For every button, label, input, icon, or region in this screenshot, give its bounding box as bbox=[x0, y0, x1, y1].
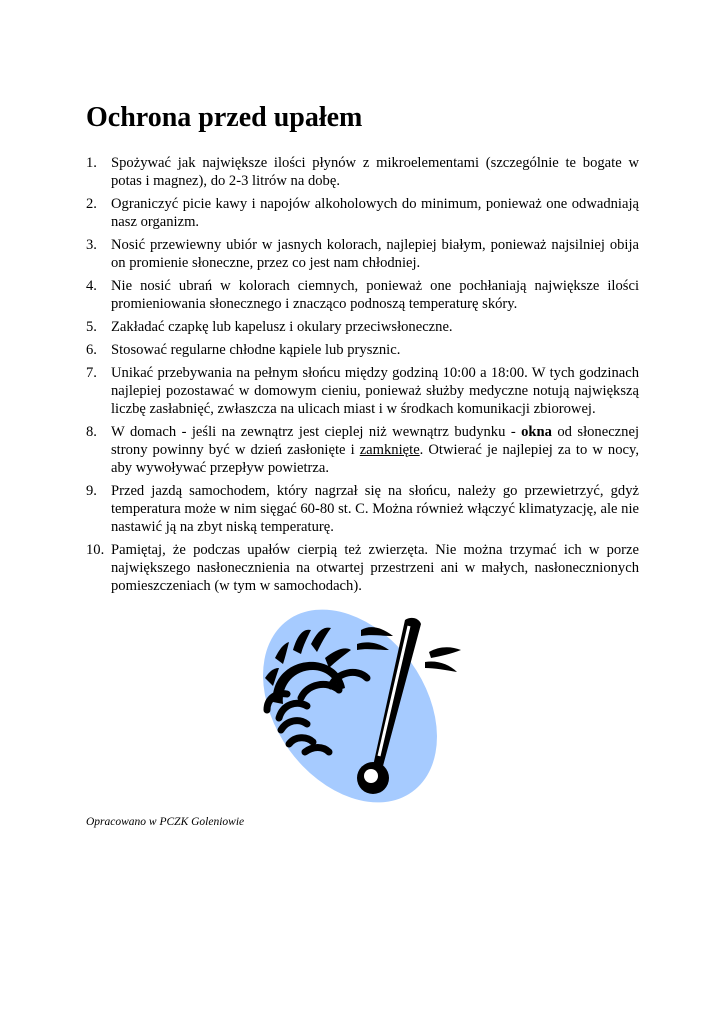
sun-cloud-thermometer-icon bbox=[253, 606, 473, 806]
tips-list bbox=[86, 154, 639, 600]
list-item bbox=[86, 364, 639, 418]
item-number: 6. bbox=[86, 342, 97, 358]
list-item bbox=[86, 541, 639, 595]
item-text: Przed jazdą samochodem, który nagrzał się na słońcu, należy go przewietrzyć, gdyż temperatura może w nim sięgać 60-80 st. C. Można również włączyć klimatyzację, ale nie nastawić ją na zbyt niską temperaturę. bbox=[111, 483, 639, 535]
list-item bbox=[86, 341, 639, 359]
list-item bbox=[86, 154, 639, 190]
item-text: Nie nosić ubrań w kolorach ciemnych, ponieważ one pochłaniają największe ilości promieniowania słonecznego i znacząco podnoszą temperaturę skóry. bbox=[111, 278, 639, 312]
item-number: 10. bbox=[86, 542, 105, 558]
list-item bbox=[86, 318, 639, 336]
item-text: Unikać przebywania na pełnym słońcu między godziną 10:00 a 18:00. W tych godzinach najlepiej pozostawać w domowym cieniu, ponieważ służby medyczne notują największą liczbę zasłabnięć, zwłaszcza na ulicach miast i w środkach komunikacji zbiorowej. bbox=[111, 365, 639, 417]
item-number: 2. bbox=[86, 196, 97, 212]
item-number: 9. bbox=[86, 483, 97, 499]
item-number: 4. bbox=[86, 278, 97, 294]
item-number: 1. bbox=[86, 155, 97, 171]
item-text: Nosić przewiewny ubiór w jasnych kolorach, najlepiej białym, ponieważ najsilniej obija on promienie słoneczne, przez co jest nam chłodniej. bbox=[111, 237, 639, 271]
item-number: 3. bbox=[86, 237, 97, 253]
item-text-part: W domach - jeśli na zewnątrz jest cieplej niż wewnątrz budynku - bbox=[111, 424, 522, 440]
item-text-part: od słonecznej strony powinny być w dzień zasłonięte i bbox=[111, 424, 639, 458]
item-number: 8. bbox=[86, 424, 97, 440]
item-text: Ograniczyć picie kawy i napojów alkoholowych do minimum, ponieważ one odwadniają nasz organizm. bbox=[111, 196, 639, 230]
item-number: 7. bbox=[86, 365, 97, 381]
item-text-underlined: zamknięte bbox=[359, 442, 420, 458]
item-text: Pamiętaj, że podczas upałów cierpią też zwierzęta. Nie można trzymać ich w porze największego nasłonecznienia na otwartej przestrzeni ani w małych, nasłonecznionych pomieszczeniach (w tym w samochodach). bbox=[111, 542, 639, 594]
list-item bbox=[86, 277, 639, 313]
item-text: Zakładać czapkę lub kapelusz i okulary przeciwsłoneczne. bbox=[111, 319, 453, 335]
page-title: Ochrona przed upałem bbox=[86, 102, 363, 133]
item-text-bold: okna bbox=[521, 424, 552, 440]
item-text: Spożywać jak największe ilości płynów z mikroelementami (szczególnie te bogate w potas i magnez), do 2-3 litrów na dobę. bbox=[111, 155, 639, 189]
footer-credit: Opracowano w PCZK Goleniowie bbox=[86, 816, 245, 828]
item-number: 5. bbox=[86, 319, 97, 335]
item-text: Stosować regularne chłodne kąpiele lub prysznic. bbox=[111, 342, 401, 358]
item-text-part: . Otwierać je najlepiej za to w nocy, aby wywoływać przepływ powietrza. bbox=[111, 442, 640, 476]
list-item bbox=[86, 195, 639, 231]
list-item bbox=[86, 423, 639, 477]
list-item bbox=[86, 482, 639, 536]
list-item bbox=[86, 236, 639, 272]
